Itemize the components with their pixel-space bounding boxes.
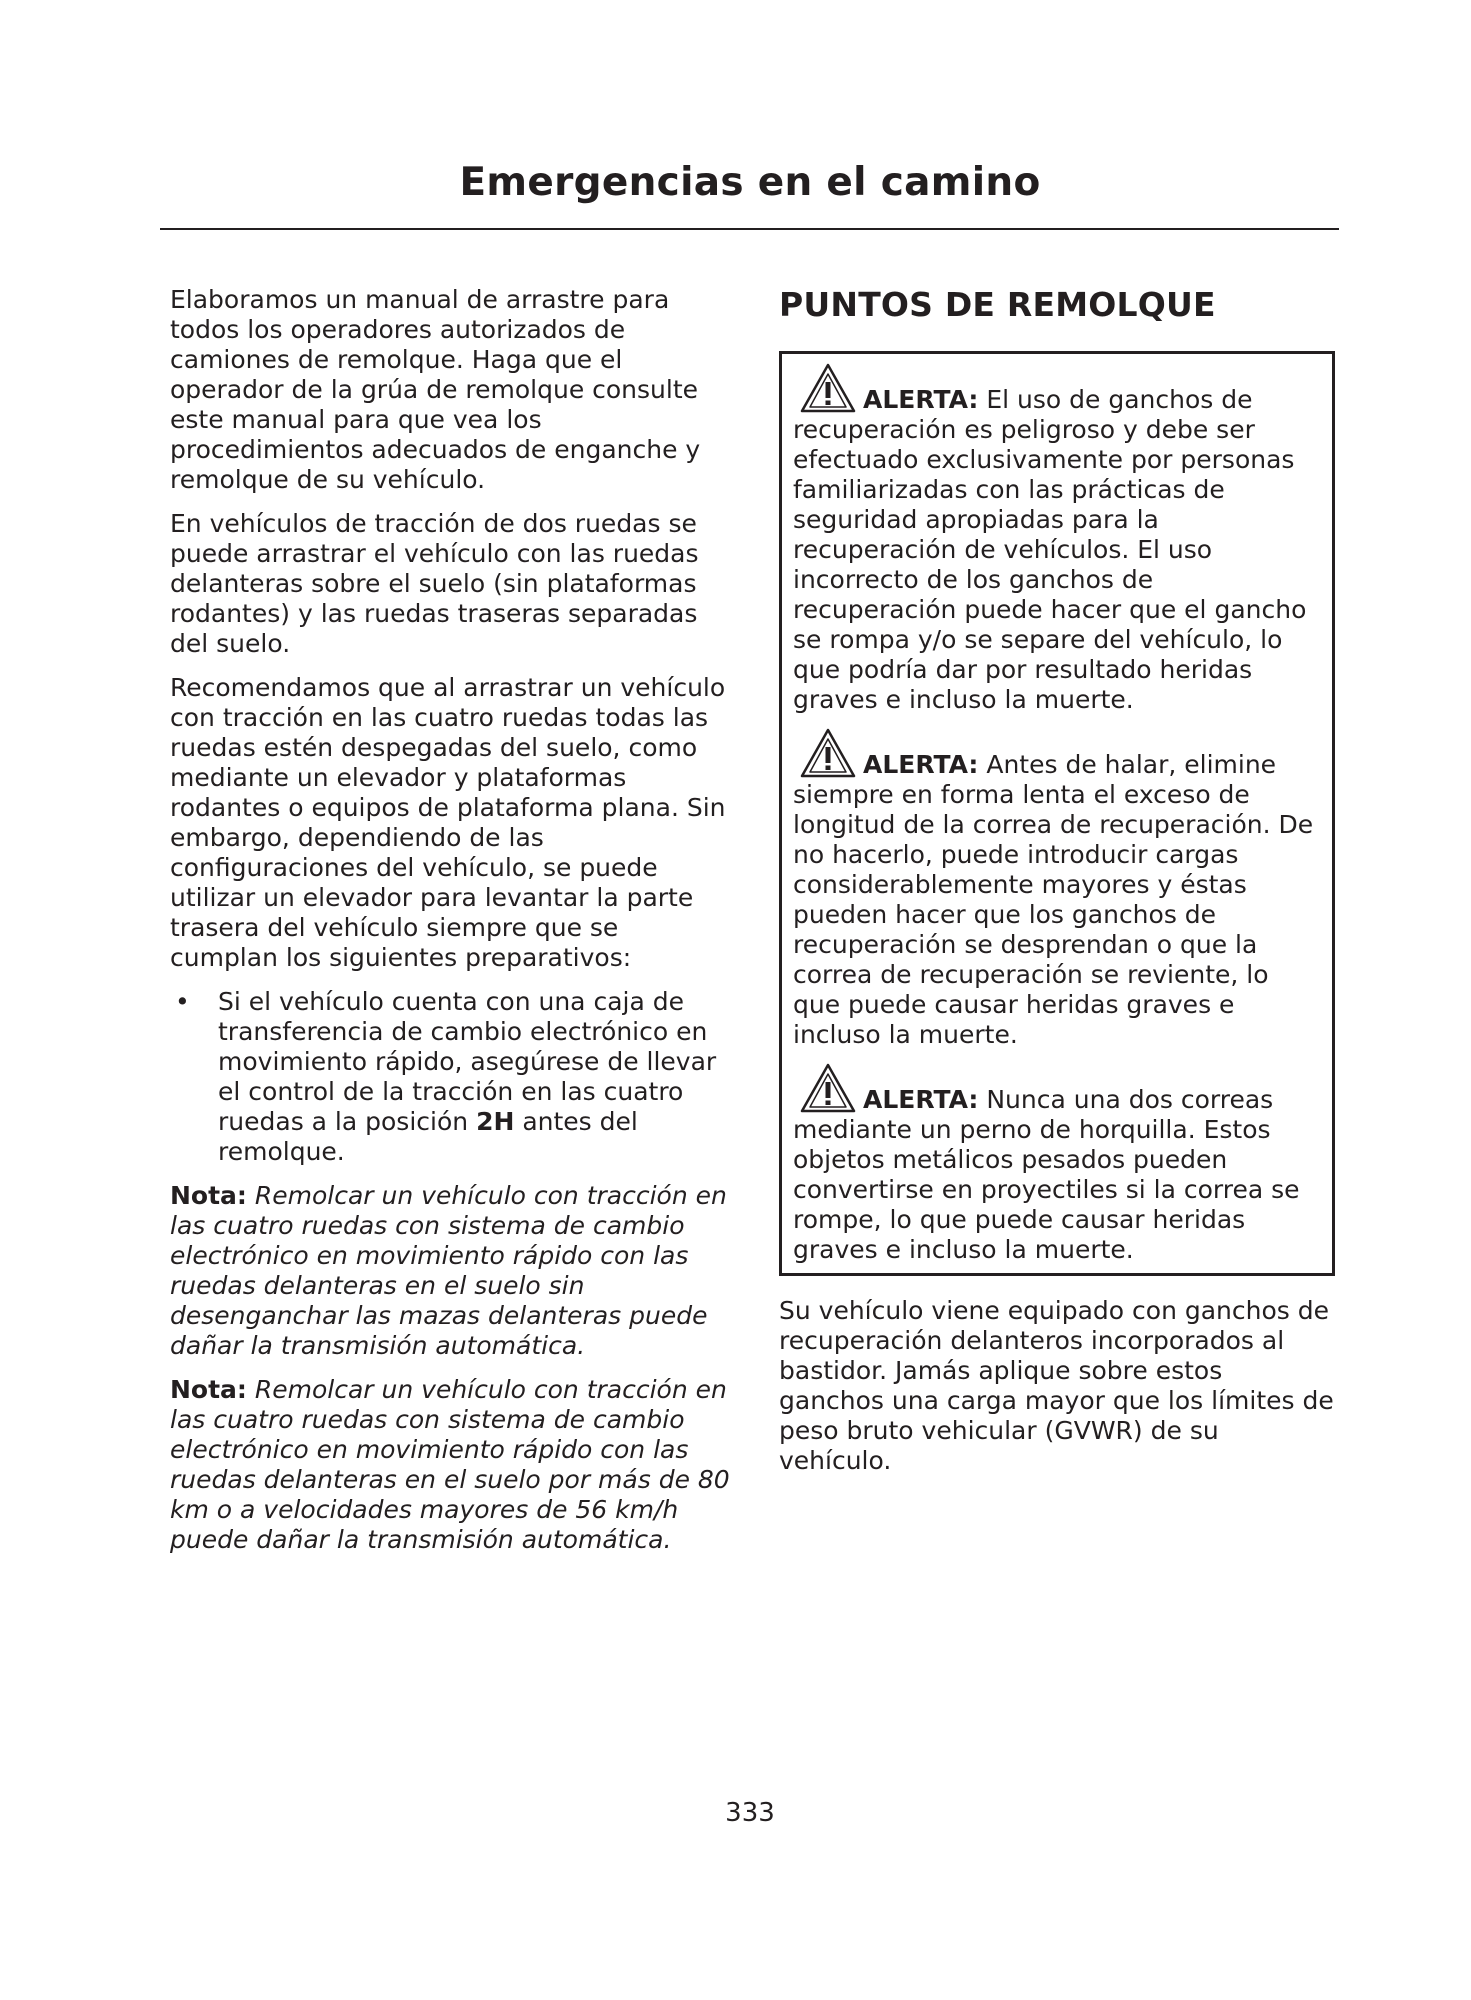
warning-triangle-icon [799, 727, 857, 779]
warning-item [793, 362, 1322, 715]
warning-text: Nunca una dos correas mediante un perno de horquilla. Estos objetos metálicos pesados pueden convertirse en proyectiles si la correa se rompe, lo que puede causar heridas graves e incluso la muerte. [793, 1085, 1300, 1264]
list-item [170, 987, 730, 1167]
note-label: Nota: [170, 1375, 247, 1404]
note-label: Nota: [170, 1181, 247, 1210]
warning-box [779, 351, 1335, 1276]
warning-item [793, 1062, 1322, 1265]
paragraph-recovery-hooks: Su vehículo viene equipado con ganchos de recuperación delanteros incorporados al bastidor. Jamás aplique sobre estos ganchos una carga mayor que los límites de peso bruto vehicular (GVWR) de su vehículo. [779, 1296, 1334, 1475]
note-2 [170, 1375, 730, 1555]
warning-text: El uso de ganchos de recuperación es peligroso y debe ser efectuado exclusivamente por personas familiarizadas con las prácticas de seguridad apropiadas para la recuperación de vehículos. El uso incorrecto de los ganchos de recuperación puede hacer que el gancho se rompa y/o se separe del vehículo, lo que podría dar por resultado heridas graves e incluso la muerte. [793, 385, 1307, 714]
warning-text: Antes de halar, elimine siempre en forma lenta el exceso de longitud de la correa de recuperación. De no hacerlo, puede introducir cargas considerablemente mayores y éstas pueden hacer que los ganchos de recuperación se desprendan o que la correa de recuperación se reviente, lo que puede causar heridas graves e incluso la muerte. [793, 750, 1314, 1049]
warning-label: ALERTA: [863, 1085, 979, 1114]
paragraph-two-wheel-drive: En vehículos de tracción de dos ruedas se puede arrastrar el vehículo con las ruedas delanteras sobre el suelo (sin plataformas rodantes) y las ruedas traseras separadas del suelo. [170, 509, 699, 658]
page-number: 333 [725, 1798, 775, 1828]
note-text: Remolcar un vehículo con tracción en las cuatro ruedas con sistema de cambio electrónico en movimiento rápido con las ruedas delanteras en el suelo por más de 80 km o a velocidades mayores de 56 km/h puede dañar la transmisión automática. [170, 1375, 730, 1554]
note-1 [170, 1181, 730, 1361]
bullet-bold-position: 2H [476, 1107, 515, 1136]
right-column [779, 285, 1335, 1490]
left-column [170, 285, 730, 1569]
note-text: Remolcar un vehículo con tracción en las cuatro ruedas con sistema de cambio electrónico en movimiento rápido con las ruedas delanteras en el suelo sin desenganchar las mazas delanteras puede dañar la transmisión automática. [170, 1181, 727, 1360]
header-divider [160, 228, 1339, 230]
section-heading: PUNTOS DE REMOLQUE [779, 285, 1216, 324]
bullet-marker: • [175, 987, 190, 1016]
warning-label: ALERTA: [863, 385, 979, 414]
warning-triangle-icon [799, 1062, 857, 1114]
bullet-text-before: Si el vehículo cuenta con una caja de transferencia de cambio electrónico en movimiento rápido, asegúrese de llevar el control de la tracción en las cuatro ruedas a la posición [218, 987, 717, 1136]
paragraph-four-wheel-drive: Recomendamos que al arrastrar un vehículo con tracción en las cuatro ruedas todas las ruedas estén despegadas del suelo, como mediante un elevador y plataformas rodantes o equipos de plataforma plana. Sin embargo, dependiendo de las configuraciones del vehículo, se puede utilizar un elevador para levantar la parte trasera del vehículo siempre que se cumplan los siguientes preparativos: [170, 673, 726, 972]
warning-item [793, 727, 1322, 1050]
warning-triangle-icon [799, 362, 857, 414]
paragraph-towing-manual: Elaboramos un manual de arrastre para todos los operadores autorizados de camiones de remolque. Haga que el operador de la grúa de remolque consulte este manual para que vea los procedimientos adecuados de enganche y remolque de su vehículo. [170, 285, 701, 494]
page-title: Emergencias en el camino [459, 160, 1041, 205]
bullet-text-after: antes del remolque. [218, 1107, 638, 1166]
warning-label: ALERTA: [863, 750, 979, 779]
